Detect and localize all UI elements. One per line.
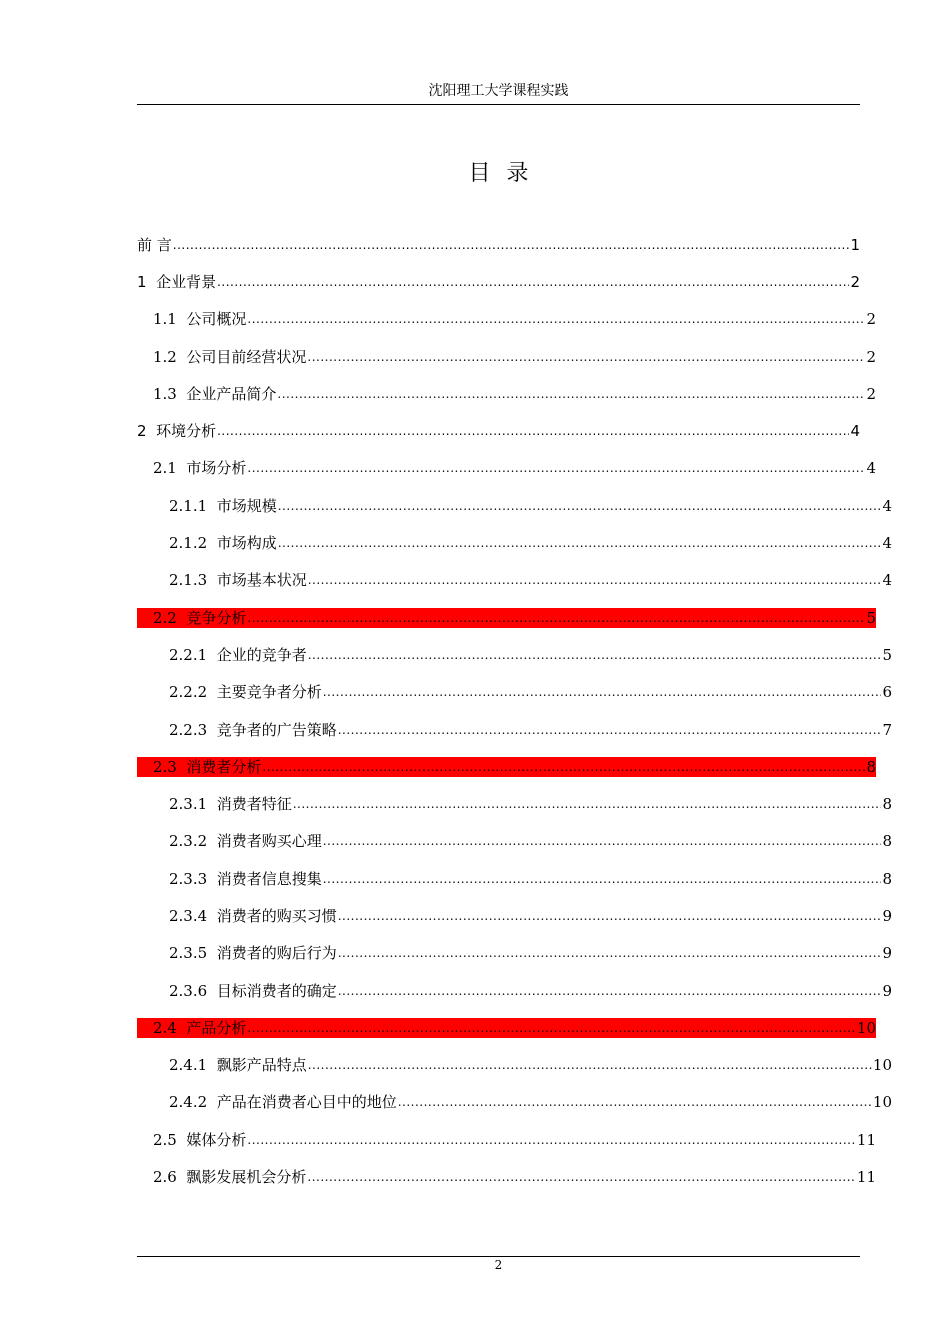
toc-entry-label: 企业的竞争者	[216, 645, 307, 664]
toc-entry-number: 2.5	[153, 1130, 187, 1149]
toc-entry-line	[137, 421, 860, 441]
toc-entry-label: 公司目前经营状况	[186, 347, 307, 366]
toc-entry-label: 消费者购买心理	[216, 832, 322, 851]
toc-entry[interactable]	[137, 375, 876, 412]
toc-entry[interactable]	[137, 1047, 892, 1084]
toc-entry[interactable]	[137, 412, 860, 449]
toc-title: 目录	[468, 161, 545, 186]
toc-entry[interactable]	[137, 897, 892, 934]
header-rule	[137, 104, 860, 105]
toc-entry-number: 2.2.3	[169, 720, 217, 739]
page-number: 2	[494, 1258, 503, 1272]
toc-entry-page: 11	[856, 1130, 876, 1149]
toc-entry-number: 2.1	[153, 459, 187, 478]
toc-entry[interactable]	[137, 524, 892, 561]
toc-entry-label: 消费者特征	[216, 795, 292, 814]
toc-dot-leader	[338, 720, 882, 740]
toc-entry-line	[137, 235, 860, 255]
toc-entry-number: 2.6	[153, 1168, 187, 1187]
toc-dot-leader	[338, 906, 882, 926]
toc-dot-leader	[307, 347, 865, 367]
toc-dot-leader	[323, 869, 882, 889]
toc-dot-leader	[338, 981, 882, 1001]
toc-entry-number: 1.3	[153, 384, 187, 403]
toc-entry-number: 1.2	[153, 347, 187, 366]
toc-entry-label: 市场规模	[216, 496, 277, 515]
toc-dot-leader	[308, 645, 882, 665]
toc-entry-line	[137, 1018, 876, 1038]
toc-dot-leader	[247, 458, 865, 478]
toc-entry-label: 消费者的购后行为	[216, 944, 337, 963]
toc-entry[interactable]	[137, 1121, 876, 1158]
toc-dot-leader	[217, 272, 849, 292]
toc-entry[interactable]	[137, 450, 876, 487]
toc-entry-page: 2	[866, 347, 876, 366]
toc-entry-number: 2.3.4	[169, 906, 217, 925]
toc-entry[interactable]	[137, 1084, 892, 1121]
toc-entry-number: 2.1.2	[169, 534, 217, 553]
toc-entry-line	[137, 831, 892, 851]
toc-dot-leader	[323, 831, 882, 851]
toc-entry-number: 2.3.5	[169, 944, 217, 963]
toc-dot-leader	[278, 533, 882, 553]
toc-dot-leader	[247, 608, 865, 628]
toc-dot-leader	[173, 235, 850, 255]
toc-entry-line	[137, 869, 892, 889]
toc-entry-number: 1	[137, 272, 157, 291]
toc-dot-leader	[323, 682, 882, 702]
toc-dot-leader	[307, 1167, 855, 1187]
toc-entry-line	[137, 1092, 892, 1112]
footer-rule	[137, 1256, 860, 1257]
toc-entry-label: 竞争分析	[186, 608, 247, 627]
toc-entry-page: 2	[866, 310, 876, 329]
toc-dot-leader	[247, 309, 865, 329]
toc-entry-page: 7	[882, 720, 892, 739]
toc-entry-line	[137, 1130, 876, 1150]
toc-entry-line	[137, 757, 876, 777]
toc-entry-line	[137, 943, 892, 963]
toc-entry-label: 公司概况	[186, 310, 247, 329]
toc-entry[interactable]	[137, 338, 876, 375]
toc-entry[interactable]	[137, 1158, 876, 1195]
toc-entry-number: 2	[137, 422, 157, 441]
toc-entry-label: 主要竞争者分析	[216, 683, 322, 702]
toc-entry-label: 市场分析	[186, 459, 247, 478]
toc-entry-page: 4	[850, 422, 860, 441]
toc-entry[interactable]	[137, 785, 892, 822]
toc-entry-page: 10	[872, 1056, 892, 1075]
toc-entry-label: 产品分析	[186, 1018, 247, 1037]
toc-entry-page: 5	[882, 645, 892, 664]
toc-entry[interactable]	[137, 263, 860, 300]
toc-entry[interactable]	[137, 487, 892, 524]
toc-entry-number: 2.1.1	[169, 496, 217, 515]
toc-dot-leader	[338, 943, 882, 963]
toc-entry-label: 飘影发展机会分析	[186, 1168, 307, 1187]
toc-entry-line	[137, 570, 892, 590]
toc-entry[interactable]	[137, 599, 876, 636]
toc-dot-leader	[262, 757, 865, 777]
toc-entry-line	[137, 533, 892, 553]
toc-entry[interactable]	[137, 823, 892, 860]
toc-entry-number: 2.2.1	[169, 645, 217, 664]
toc-dot-leader	[217, 421, 849, 441]
toc-entry[interactable]	[137, 860, 892, 897]
toc-dot-leader	[278, 496, 882, 516]
toc-entry[interactable]	[137, 226, 860, 263]
toc-entry-number: 2.4	[153, 1018, 187, 1037]
toc-entry-label: 飘影产品特点	[216, 1056, 307, 1075]
toc-entry-number: 2.3.3	[169, 869, 217, 888]
toc-entry[interactable]	[137, 748, 876, 785]
toc-entry-line	[137, 981, 892, 1001]
toc-entry-line	[137, 645, 892, 665]
toc-dot-leader	[247, 1018, 855, 1038]
toc-entry-page: 9	[882, 981, 892, 1000]
table-of-contents	[137, 226, 892, 1196]
toc-dot-leader	[308, 1055, 872, 1075]
toc-dot-leader	[308, 570, 882, 590]
toc-entry-label: 企业背景	[156, 272, 217, 291]
toc-entry-line	[137, 682, 892, 702]
toc-entry-number: 2.3	[153, 757, 187, 776]
toc-entry[interactable]	[137, 935, 892, 972]
toc-entry-number: 2.3.1	[169, 795, 217, 814]
toc-entry-number: 1.1	[153, 310, 187, 329]
toc-entry-label: 目标消费者的确定	[216, 981, 337, 1000]
toc-entry-line	[137, 272, 860, 292]
toc-entry-number: 2.4.2	[169, 1093, 217, 1112]
toc-entry-number: 2.1.3	[169, 571, 217, 590]
toc-entry-label: 市场基本状况	[216, 571, 307, 590]
toc-entry-line	[137, 496, 892, 516]
toc-entry-page: 4	[866, 459, 876, 478]
toc-entry-label: 消费者信息搜集	[216, 869, 322, 888]
toc-entry-page: 10	[856, 1018, 876, 1037]
toc-entry[interactable]	[137, 711, 892, 748]
toc-entry-line	[137, 1055, 892, 1075]
toc-entry-number: 2.3.2	[169, 832, 217, 851]
toc-entry[interactable]	[137, 562, 892, 599]
toc-entry-page: 9	[882, 906, 892, 925]
toc-entry-page: 8	[882, 832, 892, 851]
toc-entry-page: 8	[882, 795, 892, 814]
toc-entry-page: 5	[866, 608, 876, 627]
toc-entry[interactable]	[137, 1009, 876, 1046]
toc-entry-line	[137, 1167, 876, 1187]
toc-entry-number: 2.2.2	[169, 683, 217, 702]
toc-entry-label: 消费者分析	[186, 757, 262, 776]
toc-entry-label: 媒体分析	[186, 1130, 247, 1149]
toc-entry-page: 2	[866, 384, 876, 403]
toc-entry-line	[137, 906, 892, 926]
toc-entry-label: 环境分析	[156, 422, 217, 441]
toc-entry-page: 2	[850, 272, 860, 291]
toc-entry-page: 9	[882, 944, 892, 963]
toc-dot-leader	[247, 1130, 855, 1150]
toc-dot-leader	[293, 794, 882, 814]
running-header: 沈阳理工大学课程实践	[428, 83, 569, 99]
toc-entry-page: 4	[882, 571, 892, 590]
toc-entry-number: 2.4.1	[169, 1056, 217, 1075]
toc-entry-page: 8	[866, 757, 876, 776]
toc-entry[interactable]	[137, 636, 892, 673]
toc-entry-page: 11	[856, 1168, 876, 1187]
toc-entry-line	[137, 347, 876, 367]
toc-entry[interactable]	[137, 301, 876, 338]
toc-entry-label: 产品在消费者心目中的地位	[216, 1093, 397, 1112]
toc-entry-label: 市场构成	[216, 534, 277, 553]
toc-entry-label: 企业产品简介	[186, 384, 277, 403]
toc-entry-page: 10	[872, 1093, 892, 1112]
toc-entry-line	[137, 608, 876, 628]
toc-entry-page: 8	[882, 869, 892, 888]
toc-entry[interactable]	[137, 972, 892, 1009]
toc-entry-line	[137, 720, 892, 740]
toc-entry-page: 4	[882, 534, 892, 553]
toc-entry-number: 2.2	[153, 608, 187, 627]
toc-entry-page: 1	[850, 235, 860, 254]
toc-entry-page: 6	[882, 683, 892, 702]
toc-entry-label: 消费者的购买习惯	[216, 906, 337, 925]
toc-entry-label: 竞争者的广告策略	[216, 720, 337, 739]
toc-entry-label: 前 言	[137, 235, 172, 254]
toc-entry-number: 2.3.6	[169, 981, 217, 1000]
toc-dot-leader	[398, 1092, 872, 1112]
toc-entry[interactable]	[137, 674, 892, 711]
toc-entry-page: 4	[882, 496, 892, 515]
toc-entry-line	[137, 384, 876, 404]
toc-entry-line	[137, 794, 892, 814]
toc-entry-line	[137, 309, 876, 329]
toc-dot-leader	[277, 384, 865, 404]
toc-entry-line	[137, 458, 876, 478]
